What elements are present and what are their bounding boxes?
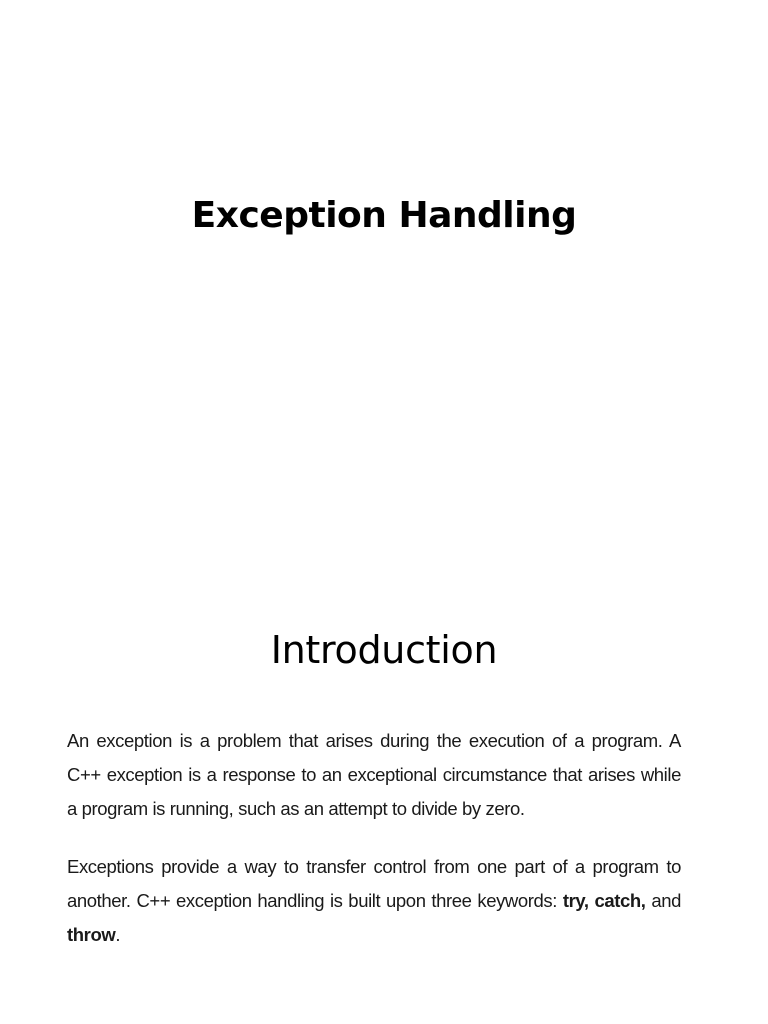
intro-paragraph-1: An exception is a problem that arises during the execution of a program. A C++ exception is a response to an exceptional circumstance that arises while a program is running, such as an attempt to divide by zero. xyxy=(67,730,681,819)
section-heading: Introduction xyxy=(270,628,498,672)
document-title: Exception Handling xyxy=(191,195,577,236)
paragraph-2-text: Exceptions provide a way to transfer control from one part of a program to another. C++ exception handling is built upon three keywords: xyxy=(67,856,681,911)
keyword-throw: throw xyxy=(67,924,116,945)
keyword-try: try, xyxy=(562,890,589,911)
keyword-catch: catch, xyxy=(594,890,646,911)
paragraph-2-conjunction: and xyxy=(651,890,681,911)
paragraph-2-end: . xyxy=(115,924,121,945)
intro-paragraph-2 xyxy=(67,850,681,952)
